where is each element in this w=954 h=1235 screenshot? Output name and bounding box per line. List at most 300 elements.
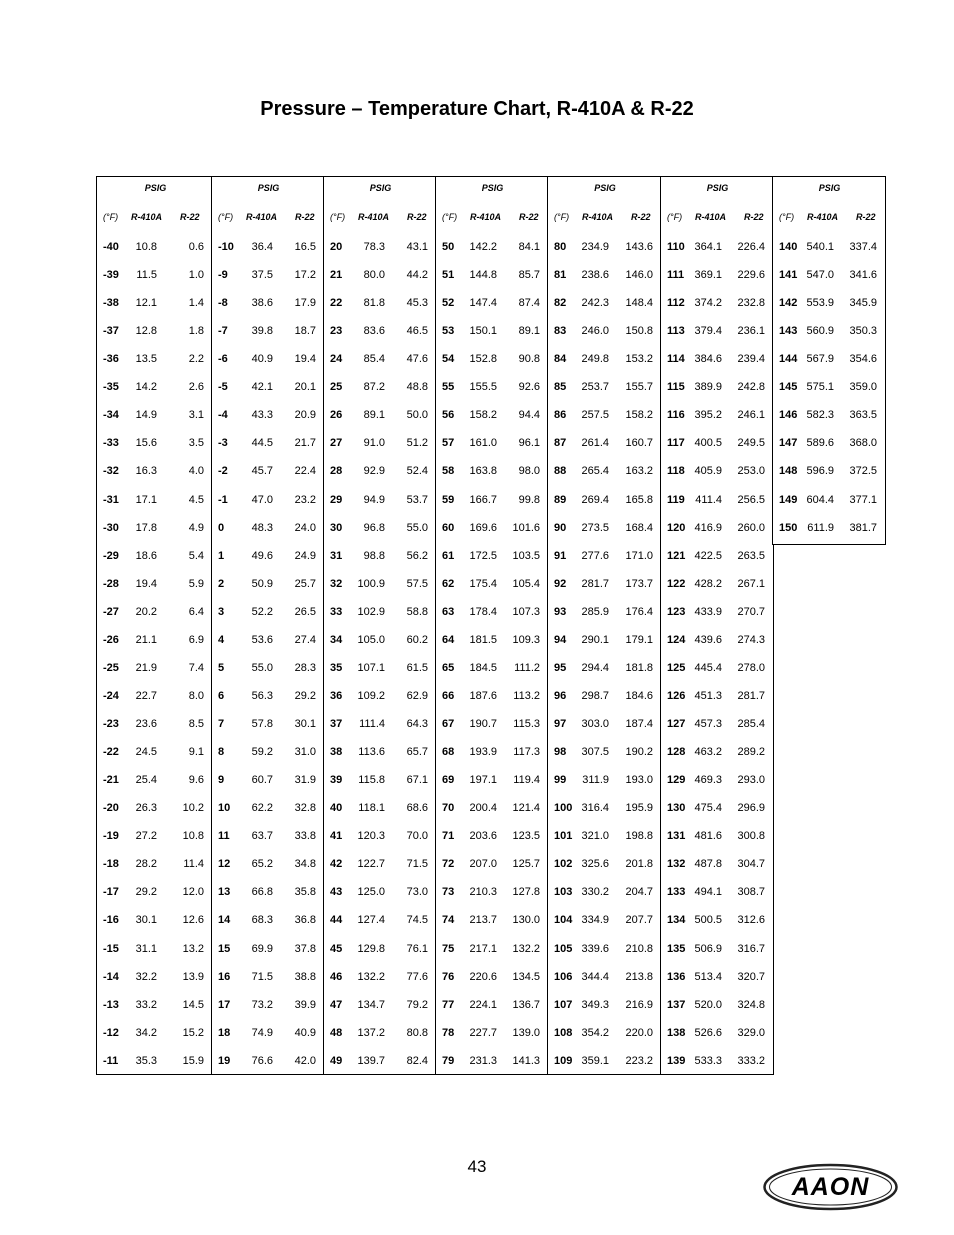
r22-pressure-cell: 43.1 [406,241,428,253]
r410a-pressure-cell: 142.2 [469,241,497,253]
temperature-cell: 148 [779,465,798,478]
r22-pressure-cell: 11.4 [183,858,204,871]
temperature-cell: 16 [218,970,231,983]
r22-pressure-cell: 117.3 [513,746,540,759]
r22-pressure-cell: 201.8 [625,858,653,871]
r410a-pressure-cell: 354.2 [581,1026,609,1039]
temperature-cell: 48 [330,1026,343,1039]
temperature-cell: 66 [442,689,455,702]
r410a-pressure-cell: 78.3 [363,241,385,253]
r22-pressure-cell: 70.0 [406,830,428,843]
r410a-pressure-cell: 127.4 [357,914,385,927]
r410a-pressure-cell: 71.5 [251,970,273,983]
temperature-cell: 3 [218,605,225,618]
temperature-cell: 20 [330,241,343,253]
r410a-pressure-cell: 12.8 [135,325,157,338]
r410a-pressure-cell: 457.3 [694,718,722,731]
r410a-pressure-cell: 10.8 [135,241,157,253]
r410a-pressure-cell: 596.9 [806,465,834,478]
temperature-cell: 135 [667,942,686,955]
r22-pressure-cell: 6.9 [188,633,204,646]
temperature-cell: -9 [218,269,228,282]
r410a-pressure-cell: 400.5 [694,437,722,450]
r22-pressure-cell: 109.3 [512,633,540,646]
r22-pressure-cell: 210.8 [625,942,653,955]
r22-pressure-cell: 153.2 [625,353,653,366]
r410a-pressure-cell: 416.9 [694,521,722,534]
r410a-pressure-cell: 334.9 [581,914,609,927]
temperature-cell: 101 [554,830,573,843]
temperature-cell: 1 [218,549,225,562]
r22-pressure-cell: 12.0 [182,886,204,899]
temperature-cell: -15 [103,942,119,955]
r410a-pressure-cell: 290.1 [581,633,609,646]
temperature-cell: -6 [218,353,228,366]
temperature-cell: 33 [330,605,343,618]
temperature-cell: 134 [667,914,686,927]
r410a-pressure-cell: 207.0 [469,858,497,871]
r410a-pressure-cell: 184.5 [469,661,497,674]
temperature-cell: -26 [103,633,119,646]
r22-pressure-cell: 220.0 [625,1026,653,1039]
r22-pressure-cell: 242.8 [737,381,765,394]
r410a-pressure-cell: 137.2 [357,1026,385,1039]
temperature-cell: -40 [103,241,119,253]
temperature-cell: 143 [779,325,798,338]
r22-pressure-cell: 260.0 [737,521,765,534]
temperature-cell: 131 [667,830,686,843]
table-column-7 [772,176,886,545]
temperature-cell: -32 [103,465,119,478]
r22-pressure-cell: 163.2 [625,465,653,478]
r22-pressure-cell: 368.0 [849,437,877,450]
temperature-cell: 126 [667,689,686,702]
table-column-3 [323,176,437,1075]
temperature-cell: -24 [103,689,119,702]
r22-pressure-cell: 25.7 [294,577,316,590]
temperature-cell: 2 [218,577,225,590]
temperature-cell: 51 [442,269,455,282]
temperature-cell: 12 [218,858,231,871]
r22-header: R-22 [180,212,200,222]
r410a-pressure-cell: 53.6 [251,633,273,646]
r410a-pressure-cell: 369.1 [694,269,722,282]
r22-header: R-22 [744,212,764,222]
r22-pressure-cell: 6.4 [188,605,204,618]
temperature-cell: -34 [103,409,119,422]
r410a-pressure-cell: 231.3 [469,1054,497,1067]
r22-pressure-cell: 213.8 [625,970,653,983]
r22-pressure-cell: 4.0 [188,465,204,478]
temperature-cell: 50 [442,241,455,253]
r22-pressure-cell: 8.5 [188,718,204,731]
temperature-cell: 128 [667,746,686,759]
r410a-pressure-cell: 111.4 [359,718,385,731]
r22-pressure-cell: 61.5 [406,661,428,674]
temp-header: (°F) [667,212,683,222]
r22-pressure-cell: 5.9 [188,577,204,590]
r22-pressure-cell: 136.7 [512,998,540,1011]
r22-pressure-cell: 226.4 [737,241,765,253]
temperature-cell: 84 [554,353,567,366]
r22-pressure-cell: 87.4 [518,297,540,310]
temperature-cell: 141 [779,269,798,282]
temperature-cell: 115 [667,381,685,394]
temperature-cell: 138 [667,1026,686,1039]
r410a-pressure-cell: 105.0 [357,633,385,646]
r22-pressure-cell: 98.0 [518,465,540,478]
r22-pressure-cell: 31.0 [294,746,316,759]
r410a-pressure-cell: 87.2 [363,381,385,394]
r410a-pressure-cell: 395.2 [694,409,722,422]
temperature-cell: 127 [667,718,686,731]
temperature-cell: 29 [330,493,343,506]
r410a-pressure-cell: 384.6 [694,353,722,366]
temperature-cell: 67 [442,718,455,731]
temperature-cell: 65 [442,661,455,674]
r22-pressure-cell: 216.9 [625,998,653,1011]
r410a-pressure-cell: 150.1 [469,325,497,338]
r22-pressure-cell: 289.2 [737,746,765,759]
temperature-cell: -39 [103,269,119,282]
temperature-cell: 17 [218,998,231,1011]
temperature-cell: 89 [554,493,567,506]
temperature-cell: -23 [103,718,119,731]
temperature-cell: 72 [442,858,455,871]
r410a-pressure-cell: 500.5 [694,914,722,927]
r410a-pressure-cell: 76.6 [251,1054,273,1067]
temperature-cell: 7 [218,718,225,731]
r22-pressure-cell: 101.6 [512,521,540,534]
r410a-pressure-cell: 98.8 [363,549,385,562]
r410a-pressure-cell: 49.6 [251,549,273,562]
r22-pressure-cell: 80.8 [406,1026,428,1039]
r22-pressure-cell: 2.6 [188,381,204,394]
r410a-pressure-cell: 379.4 [694,325,722,338]
r22-pressure-cell: 57.5 [406,577,428,590]
temperature-cell: 93 [554,605,567,618]
temperature-cell: 123 [667,605,686,618]
r22-pressure-cell: 198.8 [625,830,653,843]
r22-pressure-cell: 239.4 [737,353,765,366]
r410a-pressure-cell: 265.4 [581,465,609,478]
r22-pressure-cell: 146.0 [625,269,653,282]
r410a-pressure-cell: 50.9 [251,577,273,590]
r22-pressure-cell: 121.4 [512,802,540,815]
temperature-cell: 60 [442,521,455,534]
r410a-pressure-cell: 339.6 [581,942,609,955]
r22-pressure-cell: 256.5 [737,493,765,506]
temperature-cell: 110 [667,241,685,253]
temp-header: (°F) [218,212,234,222]
temperature-cell: 49 [330,1054,343,1067]
temperature-cell: 26 [330,409,343,422]
r410a-pressure-cell: 298.7 [581,689,609,702]
r410a-pressure-cell: 83.6 [363,325,385,338]
r410a-pressure-cell: 18.6 [135,549,157,562]
temperature-cell: 121 [667,549,686,562]
r22-pressure-cell: 204.7 [625,886,653,899]
r22-pressure-cell: 22.4 [294,465,316,478]
r410a-pressure-cell: 203.6 [469,830,497,843]
r410a-pressure-cell: 405.9 [694,465,722,478]
temperature-cell: 120 [667,521,686,534]
r410a-pressure-cell: 85.4 [363,353,385,366]
temperature-cell: -7 [218,325,228,338]
temperature-cell: 114 [667,353,685,366]
r22-pressure-cell: 42.0 [294,1054,316,1067]
temperature-cell: 122 [667,577,686,590]
temperature-cell: 24 [330,353,343,366]
r410a-pressure-cell: 35.3 [135,1054,157,1067]
r22-pressure-cell: 71.5 [406,858,428,871]
temperature-cell: 108 [554,1026,573,1039]
r22-pressure-cell: 293.0 [737,774,765,787]
r22-pressure-cell: 320.7 [737,970,765,983]
r22-pressure-cell: 7.4 [188,661,204,674]
temperature-cell: 39 [330,774,343,787]
temp-header: (°F) [554,212,570,222]
temperature-cell: 13 [218,886,231,899]
r22-pressure-cell: 36.8 [294,914,316,927]
table-column-2 [211,176,325,1075]
r410a-pressure-cell: 433.9 [694,605,722,618]
temperature-cell: 82 [554,297,567,310]
r410a-pressure-cell: 547.0 [806,269,834,282]
psig-header: PSIG [144,183,167,193]
r410a-header: R-410A [358,212,390,222]
r22-pressure-cell: 58.8 [406,605,428,618]
r410a-pressure-cell: 451.3 [694,689,722,702]
temperature-cell: 103 [554,886,573,899]
temperature-cell: -3 [218,437,228,450]
r410a-pressure-cell: 102.9 [357,605,385,618]
r22-pressure-cell: 56.2 [406,549,428,562]
r410a-pressure-cell: 100.9 [357,577,385,590]
r22-pressure-cell: 4.9 [188,521,204,534]
temperature-cell: 133 [667,886,686,899]
r410a-pressure-cell: 118.1 [358,802,385,815]
r410a-pressure-cell: 33.2 [135,998,157,1011]
r22-pressure-cell: 37.8 [294,942,316,955]
temp-header: (°F) [779,212,795,222]
temperature-cell: 150 [779,521,798,534]
r22-pressure-cell: 9.1 [188,746,204,759]
temperature-cell: -19 [103,830,119,843]
r410a-pressure-cell: 285.9 [581,605,609,618]
r22-pressure-cell: 115.3 [513,718,540,731]
temperature-cell: 15 [218,942,231,955]
temperature-cell: 52 [442,297,455,310]
temperature-cell: -21 [103,774,119,787]
r22-pressure-cell: 79.2 [406,998,428,1011]
r22-pressure-cell: 44.2 [406,269,428,282]
r410a-pressure-cell: 161.0 [469,437,497,450]
r22-pressure-cell: 113.2 [513,689,540,702]
temperature-cell: 109 [554,1054,573,1067]
r410a-pressure-cell: 560.9 [806,325,834,338]
r410a-pressure-cell: 428.2 [694,577,722,590]
temperature-cell: 147 [779,437,798,450]
temperature-cell: 149 [779,493,798,506]
r410a-pressure-cell: 303.0 [581,718,609,731]
r410a-pressure-cell: 242.3 [581,297,609,310]
r22-pressure-cell: 111.2 [514,661,540,674]
r410a-pressure-cell: 94.9 [363,493,385,506]
r410a-pressure-cell: 57.8 [251,718,273,731]
r410a-pressure-cell: 227.7 [469,1026,497,1039]
temperature-cell: -2 [218,465,228,478]
r410a-pressure-cell: 68.3 [251,914,273,927]
r410a-pressure-cell: 374.2 [694,297,722,310]
temperature-cell: 64 [442,633,455,646]
r410a-pressure-cell: 60.7 [251,774,273,787]
r22-pressure-cell: 195.9 [625,802,653,815]
temperature-cell: -8 [218,297,228,310]
r22-pressure-cell: 64.3 [406,718,428,731]
r22-pressure-cell: 55.0 [406,521,428,534]
temperature-cell: 75 [442,942,455,955]
table-column-5 [547,176,662,1075]
r410a-pressure-cell: 238.6 [581,269,609,282]
r410a-pressure-cell: 589.6 [806,437,834,450]
r22-pressure-cell: 119.4 [513,774,540,787]
temperature-cell: 37 [330,718,343,731]
r410a-pressure-cell: 178.4 [469,605,497,618]
temperature-cell: 59 [442,493,455,506]
psig-header: PSIG [594,183,616,193]
r410a-pressure-cell: 132.2 [357,970,385,983]
r22-pressure-cell: 27.4 [294,633,316,646]
temperature-cell: 36 [330,689,343,702]
temperature-cell: -31 [103,493,119,506]
r410a-pressure-cell: 16.3 [135,465,157,478]
r22-pressure-cell: 10.8 [182,830,204,843]
temperature-cell: 57 [442,437,455,450]
r22-pressure-cell: 281.7 [737,689,765,702]
r410a-pressure-cell: 25.4 [135,774,157,787]
r22-pressure-cell: 38.8 [294,970,316,983]
r22-pressure-cell: 123.5 [512,830,540,843]
r410a-pressure-cell: 96.8 [363,521,385,534]
r22-pressure-cell: 1.4 [188,297,204,310]
temperature-cell: 132 [667,858,686,871]
r22-pressure-cell: 187.4 [625,718,653,731]
temperature-cell: 117 [667,437,685,450]
r410a-pressure-cell: 15.6 [135,437,157,450]
table-column-4 [435,176,549,1075]
temperature-cell: 58 [442,465,455,478]
table-column-6 [660,176,774,1075]
r410a-pressure-cell: 37.5 [251,269,273,282]
r410a-pressure-cell: 59.2 [251,746,273,759]
temperature-cell: 106 [554,970,573,983]
temperature-cell: 25 [330,381,343,394]
r410a-pressure-cell: 411.4 [695,493,722,506]
temperature-cell: -13 [103,998,119,1011]
r22-pressure-cell: 165.8 [625,493,653,506]
r410a-header: R-410A [131,212,163,222]
temperature-cell: 92 [554,577,567,590]
r22-pressure-cell: 20.1 [294,381,316,394]
r410a-pressure-cell: 553.9 [806,297,834,310]
temperature-cell: 10 [218,802,231,815]
temperature-cell: -11 [103,1054,119,1067]
r410a-pressure-cell: 582.3 [806,409,834,422]
temperature-cell: 107 [554,998,573,1011]
temperature-cell: -5 [218,381,228,394]
temperature-cell: 83 [554,325,567,338]
r410a-pressure-cell: 190.7 [469,718,497,731]
r410a-pressure-cell: 34.2 [135,1026,157,1039]
r22-pressure-cell: 143.6 [625,241,653,253]
r22-pressure-cell: 139.0 [512,1026,540,1039]
temperature-cell: 73 [442,886,455,899]
r410a-pressure-cell: 321.0 [581,830,609,843]
aaon-logo [762,1162,899,1212]
r22-pressure-cell: 9.6 [188,774,204,787]
r22-pressure-cell: 229.6 [737,269,765,282]
temperature-cell: -20 [103,802,119,815]
temperature-cell: 113 [667,325,685,338]
r22-pressure-cell: 359.0 [849,381,877,394]
r410a-pressure-cell: 45.7 [251,465,273,478]
temperature-cell: -28 [103,577,119,590]
r22-pressure-cell: 381.7 [849,521,877,534]
r410a-header: R-410A [807,212,839,222]
temperature-cell: 95 [554,661,567,674]
r22-pressure-cell: 134.5 [512,970,540,983]
r410a-pressure-cell: 62.2 [251,802,273,815]
temperature-cell: 0 [218,521,225,534]
r22-pressure-cell: 223.2 [625,1054,653,1067]
r410a-pressure-cell: 422.5 [694,549,722,562]
r22-pressure-cell: 150.8 [625,325,653,338]
r410a-pressure-cell: 36.4 [251,241,273,253]
page-title: Pressure – Temperature Chart, R-410A & R-22 [260,98,694,120]
r410a-pressure-cell: 475.4 [694,802,722,815]
r410a-pressure-cell: 257.5 [581,409,609,422]
r410a-pressure-cell: 120.3 [357,830,385,843]
temperature-cell: 142 [779,297,798,310]
r22-pressure-cell: 345.9 [849,297,877,310]
r22-pressure-cell: 3.5 [188,437,204,450]
r410a-pressure-cell: 359.1 [581,1054,609,1067]
temperature-cell: 119 [667,493,685,506]
r22-pressure-cell: 3.1 [188,409,204,422]
r22-header: R-22 [407,212,427,222]
r410a-pressure-cell: 69.9 [251,942,273,955]
r410a-pressure-cell: 19.4 [135,577,157,590]
temperature-cell: 19 [218,1054,231,1067]
temperature-cell: 56 [442,409,455,422]
r22-pressure-cell: 17.2 [294,269,316,282]
r22-pressure-cell: 96.1 [518,437,540,450]
temperature-cell: -38 [103,297,119,310]
r22-pressure-cell: 176.4 [625,605,653,618]
temperature-cell: 116 [667,409,685,422]
r22-pressure-cell: 316.7 [737,942,765,955]
r22-pressure-cell: 193.0 [625,774,653,787]
r22-pressure-cell: 23.2 [294,493,316,506]
temperature-cell: 77 [442,998,455,1011]
r410a-pressure-cell: 74.9 [251,1026,273,1039]
temperature-cell: 68 [442,746,455,759]
temperature-cell: 38 [330,746,343,759]
temperature-cell: 102 [554,858,573,871]
r410a-pressure-cell: 487.8 [694,858,722,871]
temperature-cell: 86 [554,409,567,422]
